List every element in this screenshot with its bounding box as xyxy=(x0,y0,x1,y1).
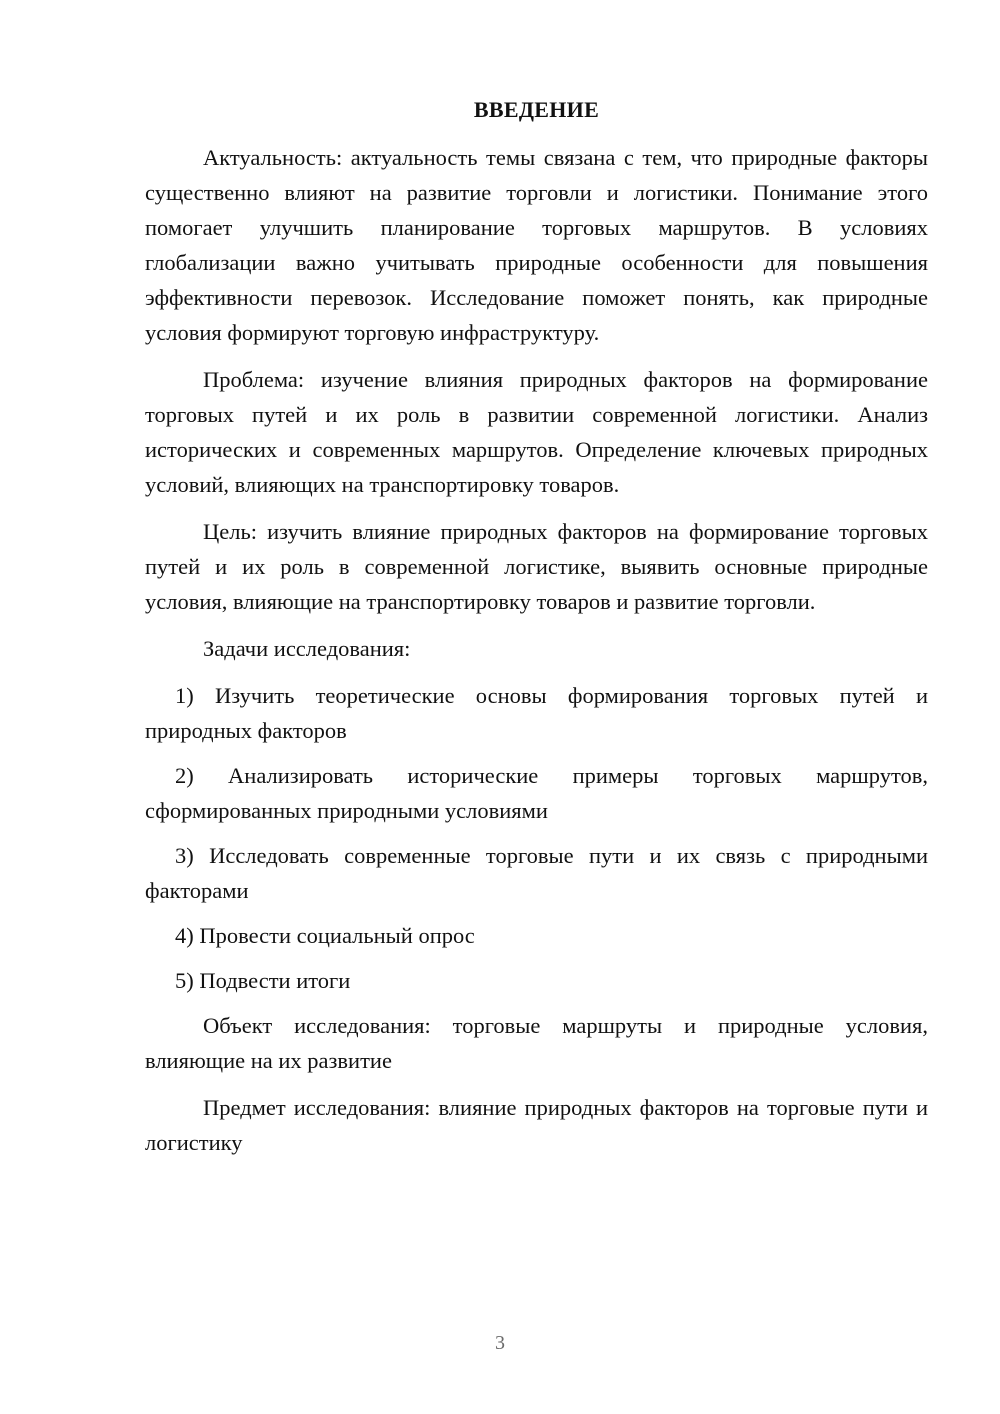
page-number: 3 xyxy=(495,1332,505,1354)
task-item-4: 4) Провести социальный опрос xyxy=(175,923,475,948)
document-page xyxy=(145,96,928,1172)
relevance-paragraph: Актуальность: актуальность темы связана с тем, что природные факторы существенно влияют на развитие торговли и логистики. Понимание этого помогает улучшить планирование торговых маршрутов. В условиях глобализации важно учитывать природные особенности для повышения эффективности перевозок. Исследование поможет понять, как природные условия формируют торговую инфраструктуру. xyxy=(145,145,928,345)
task-item-5: 5) Подвести итоги xyxy=(175,968,351,993)
tasks-title: Задачи исследования: xyxy=(203,636,411,661)
tasks-list xyxy=(145,678,928,998)
task-item-3: 3) Исследовать современные торговые пути и их связь с природными факторами xyxy=(145,843,928,903)
goal-paragraph: Цель: изучить влияние природных факторов на формирование торговых путей и их роль в современной логистике, выявить основные природные условия, влияющие на транспортировку товаров и развитие торговли. xyxy=(145,519,928,614)
task-item-1: 1) Изучить теоретические основы формирования торговых путей и природных факторов xyxy=(145,683,928,743)
task-item-2: 2) Анализировать исторические примеры торговых маршрутов, сформированных природными условиями xyxy=(145,763,928,823)
section-heading: ВВЕДЕНИЕ xyxy=(473,97,600,122)
object-paragraph: Объект исследования: торговые маршруты и природные условия, влияющие на их развитие xyxy=(145,1013,928,1073)
problem-paragraph: Проблема: изучение влияния природных факторов на формирование торговых путей и их роль в развитии современной логистики. Анализ исторических и современных маршрутов. Определение ключевых природных условий, влияющих на транспортировку товаров. xyxy=(145,367,928,497)
subject-paragraph: Предмет исследования: влияние природных факторов на торговые пути и логистику xyxy=(145,1095,928,1155)
